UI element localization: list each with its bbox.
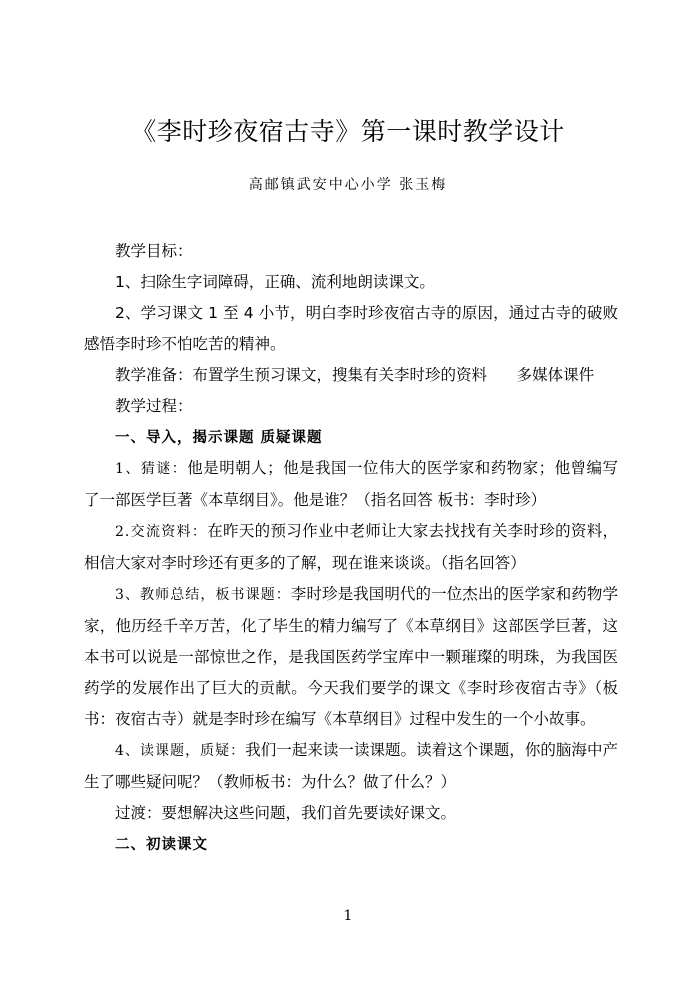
step-4-label: 4、读课题，质疑： <box>115 743 246 759</box>
step-4-paragraph <box>84 735 618 798</box>
step-1-label: 1、猜谜： <box>115 461 188 477</box>
step-2-text: 在昨天的预习作业中老师让大家去找找有关李时珍的资料，相信大家对李时珍还有更多的了解，现在谁来谈谈。（指名回答） <box>84 522 618 572</box>
step-3-label: 3、教师总结，板书课题： <box>115 587 291 603</box>
step-1-text: 他是明朝人；他是我国一位伟大的医学家和药物家；他曾编写了一部医学巨著《本草纲目》。他是谁？（指名回答 板书：李时珍） <box>84 459 618 509</box>
section-2-heading: 二、初读课文 <box>115 836 208 853</box>
step-1-paragraph <box>84 453 618 516</box>
step-3-paragraph <box>84 579 618 735</box>
step-2-paragraph <box>84 516 618 579</box>
document-title: 《李时珍夜宿古寺》第一课时教学设计 <box>131 117 565 146</box>
goal-1: 1、扫除生字词障碍，正确、流利地朗读课文。 <box>115 273 435 291</box>
step-4-text: 我们一起来读一读课题。读着这个课题，你的脑海中产生了哪些疑问呢？（教师板书：为什么？做了什么？） <box>84 741 618 791</box>
document-body <box>84 236 618 860</box>
goal-2: 2、学习课文 1 至 4 小节，明白李时珍夜宿古寺的原因，通过古寺的破败感悟李时珍不怕吃苦的精神。 <box>84 304 618 353</box>
author-line: 高邮镇武安中心小学 张玉梅 <box>248 177 448 193</box>
preparation: 教学准备：布置学生预习课文，搜集有关李时珍的资料 多媒体课件 <box>115 366 595 384</box>
step-3-text: 李时珍是我国明代的一位杰出的医学家和药物学家，他历经千辛万苦，化了毕生的精力编写了《本草纲目》这部医学巨著，这本书可以说是一部惊世之作，是我国医药学宝库中一颗璀璨的明珠，为我国医药学的发展作出了巨大的贡献。今天我们要学的课文《李时珍夜宿古寺》（板书：夜宿古寺）就是李时珍在编写《本草纲目》过程中发生的一个小故事。 <box>84 585 618 728</box>
step-2-label: 2.交流资料： <box>115 524 208 540</box>
goals-heading: 教学目标： <box>115 242 193 260</box>
transition-paragraph: 过渡：要想解决这些问题，我们首先要读好课文。 <box>115 804 457 822</box>
process-heading: 教学过程： <box>115 397 193 415</box>
page-number: 1 <box>343 908 353 924</box>
section-1-heading: 一、导入，揭示课题 质疑课题 <box>115 429 323 446</box>
